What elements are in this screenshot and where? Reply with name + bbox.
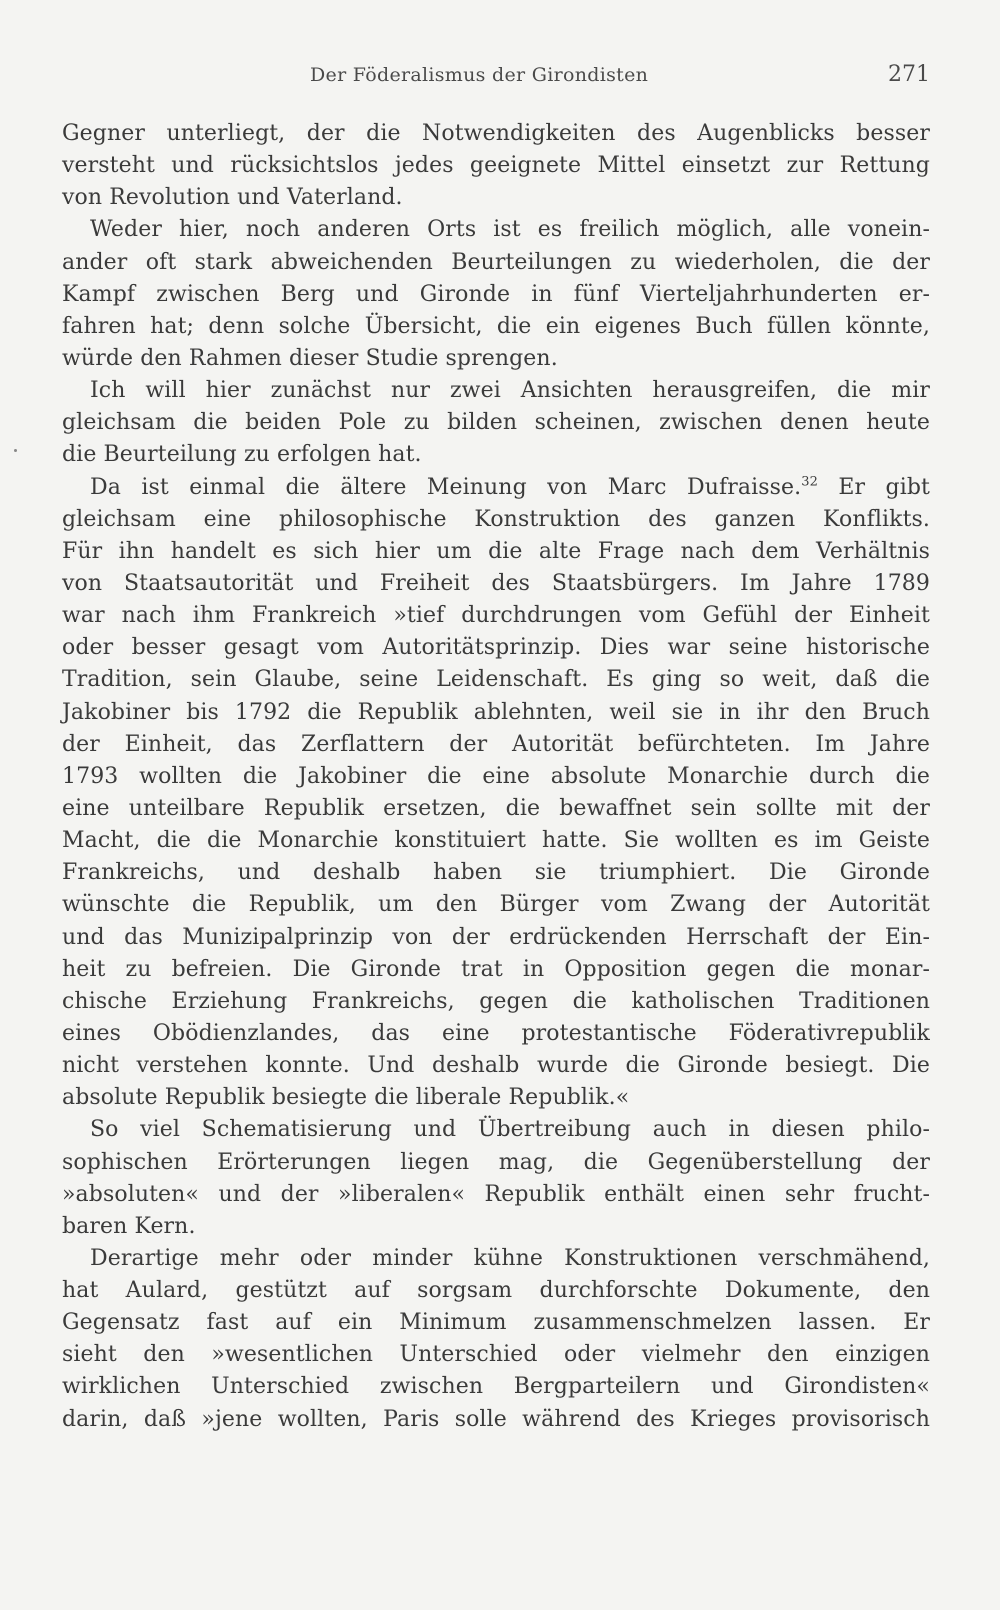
text-line-content: fahren hat; denn solche Übersicht, die ein eigenes Buch füllen könnte, (62, 313, 930, 339)
text-line (62, 247, 930, 279)
text-line-content: Macht, die die Monarchie konstituiert hatte. Sie wollten es im Geiste (62, 828, 930, 854)
text-line (62, 1404, 930, 1436)
text-line-content: wirklichen Unterschied zwischen Bergparteilern und Girondisten« (62, 1374, 930, 1400)
footnote-reference[interactable]: 32 (801, 474, 818, 490)
text-line-content: würde den Rahmen dieser Studie sprengen. (62, 345, 558, 371)
text-line-content: gleichsam die beiden Pole zu bilden scheinen, zwischen denen heute (62, 410, 930, 436)
text-line (62, 1147, 930, 1179)
text-line-content: war nach ihm Frankreich »tief durchdrungen vom Gefühl der Einheit (62, 603, 930, 629)
text-line-continuation: Er gibt (817, 474, 931, 500)
text-line (62, 664, 930, 696)
text-line (62, 697, 930, 729)
text-line (62, 536, 930, 568)
text-line-content: Frankreichs, und deshalb haben sie triumphiert. Die Gironde (62, 860, 930, 886)
text-line (62, 150, 930, 182)
text-line (62, 118, 930, 150)
text-line (62, 439, 930, 471)
text-line-content: Weder hier, noch anderen Orts ist es freilich möglich, alle vonein- (90, 217, 930, 243)
text-line-content: »absoluten« und der »liberalen« Republik enthält einen sehr frucht- (62, 1181, 930, 1207)
text-line (62, 1179, 930, 1211)
text-line (62, 407, 930, 439)
text-line (62, 1114, 930, 1146)
text-line (62, 1275, 930, 1307)
text-line-content: wünschte die Republik, um den Bürger vom Zwang der Autorität (62, 892, 930, 918)
text-line (62, 343, 930, 375)
text-line (62, 375, 930, 407)
margin-speck (14, 449, 17, 452)
text-line (62, 632, 930, 664)
text-line (62, 600, 930, 632)
text-line (62, 761, 930, 793)
text-line (62, 279, 930, 311)
text-line-content: von Staatsautorität und Freiheit des Staatsbürgers. Im Jahre 1789 (62, 570, 930, 596)
text-line-content: darin, daß »jene wollten, Paris solle während des Krieges provisorisch (62, 1406, 930, 1432)
text-line (62, 182, 930, 214)
text-line-content: Gegner unterliegt, der die Notwendigkeiten des Augenblicks besser (62, 121, 930, 146)
running-title: Der Föderalismus der Girondisten (310, 64, 649, 86)
text-line (62, 729, 930, 761)
text-line-content: sophischen Erörterungen liegen mag, die Gegenüberstellung der (62, 1149, 930, 1175)
text-line-content: hat Aulard, gestützt auf sorgsam durchforschte Dokumente, den (62, 1278, 930, 1304)
text-line-content: Tradition, sein Glaube, seine Leidenschaft. Es ging so weit, daß die (62, 667, 930, 693)
text-line-content: heit zu befreien. Die Gironde trat in Opposition gegen die monar- (62, 956, 930, 982)
text-line-content: eine unteilbare Republik ersetzen, die bewaffnet sein sollte mit der (62, 795, 930, 821)
text-line-content: oder besser gesagt vom Autoritätsprinzip. Dies war seine historische (62, 635, 930, 661)
text-line-content: die Beurteilung zu erfolgen hat. (62, 442, 422, 468)
text-line-content: 1793 wollten die Jakobiner die eine absolute Monarchie durch die (62, 763, 930, 789)
text-line (62, 472, 930, 504)
text-line-content: Kampf zwischen Berg und Gironde in fünf Vierteljahrhunderten er- (62, 281, 930, 307)
text-line-content: von Revolution und Vaterland. (62, 185, 403, 211)
text-line (62, 1018, 930, 1050)
text-line (62, 214, 930, 246)
text-line (62, 1050, 930, 1082)
text-line-content: baren Kern. (62, 1213, 196, 1239)
text-line-content: Derartige mehr oder minder kühne Konstruktionen verschmähend, (90, 1245, 930, 1271)
running-head (62, 62, 930, 92)
text-line-content: chische Erziehung Frankreichs, gegen die katholischen Traditionen (62, 988, 930, 1014)
text-line (62, 311, 930, 343)
text-line (62, 1307, 930, 1339)
page-number: 271 (888, 62, 930, 87)
text-line-content: eines Obödienzlandes, das eine protestantische Föderativrepublik (62, 1020, 930, 1046)
text-line (62, 922, 930, 954)
text-line-content: nicht verstehen konnte. Und deshalb wurde die Gironde besiegt. Die (62, 1053, 930, 1079)
text-line-content: Gegensatz fast auf ein Minimum zusammenschmelzen lassen. Er (62, 1310, 930, 1336)
text-line (62, 986, 930, 1018)
text-line-content: der Einheit, das Zerflattern der Autorität befürchteten. Im Jahre (62, 731, 930, 757)
text-line-content: und das Munizipalprinzip von der erdrückenden Herrschaft der Ein- (62, 924, 930, 950)
body-text (62, 118, 930, 1436)
text-line-content: sieht den »wesentlichen Unterschied oder vielmehr den einzigen (62, 1342, 930, 1368)
text-line (62, 504, 930, 536)
text-line (62, 1211, 930, 1243)
text-line-content: Jakobiner bis 1792 die Republik ablehnten, weil sie in ihr den Bruch (62, 699, 930, 725)
text-line (62, 793, 930, 825)
text-line-content: So viel Schematisierung und Übertreibung auch in diesen philo- (90, 1117, 930, 1143)
text-line-content: Für ihn handelt es sich hier um die alte Frage nach dem Verhältnis (62, 538, 930, 564)
text-line-content: ander oft stark abweichenden Beurteilungen zu wiederholen, die der (62, 249, 930, 275)
text-line-content: absolute Republik besiegte die liberale Republik.« (62, 1085, 630, 1111)
text-line (62, 1243, 930, 1275)
text-line (62, 568, 930, 600)
text-line (62, 857, 930, 889)
text-line (62, 1082, 930, 1114)
text-line-content: versteht und rücksichtslos jedes geeignete Mittel einsetzt zur Rettung (62, 153, 930, 179)
text-line (62, 825, 930, 857)
text-line (62, 954, 930, 986)
text-line (62, 889, 930, 921)
text-line-content: gleichsam eine philosophische Konstruktion des ganzen Konflikts. (62, 506, 930, 532)
text-line-content: Da ist einmal die ältere Meinung von Marc Dufraisse. (90, 474, 802, 500)
text-line-content: Ich will hier zunächst nur zwei Ansichten herausgreifen, die mir (90, 378, 930, 404)
text-line (62, 1371, 930, 1403)
text-line (62, 1339, 930, 1371)
